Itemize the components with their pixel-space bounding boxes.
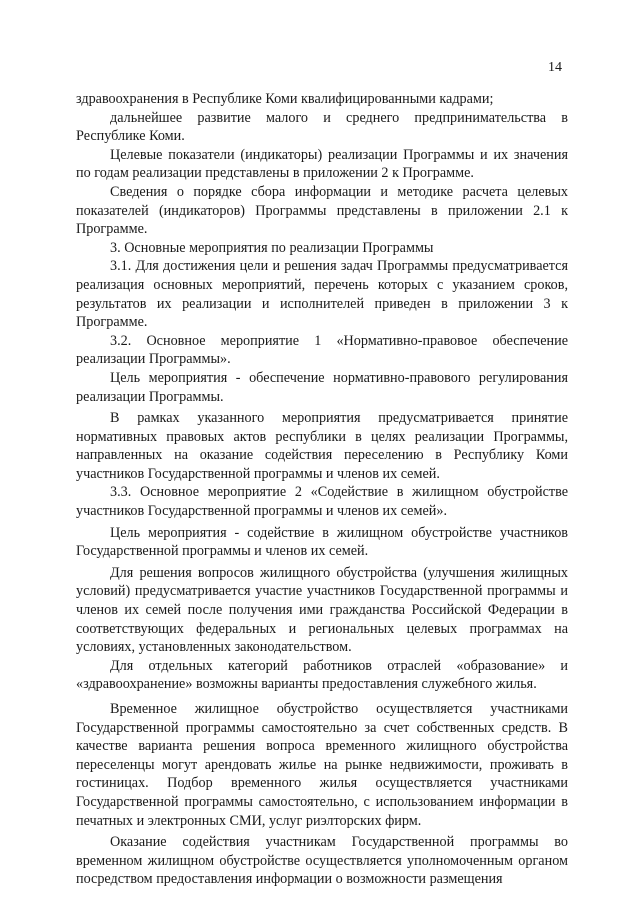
- section-heading: 3. Основные мероприятия по реализации Программы: [110, 239, 434, 256]
- paragraph: Для решения вопросов жилищного обустройства (улучшения жилищных условий) предусматривается участие участников Государственной программы и членов их семей после получения ими гражданства Российской Федерации в соответствующих федеральных и региональных целевых программах на условиях, установленных законодательством.: [76, 564, 568, 656]
- paragraph: Цель мероприятия - обеспечение нормативно-правового регулирования реализации Программы.: [76, 369, 568, 405]
- paragraph: Сведения о порядке сбора информации и методике расчета целевых показателей (индикаторов) Программы представлены в приложении 2.1 к Программе.: [76, 183, 568, 238]
- paragraph: 3.1. Для достижения цели и решения задач Программы предусматривается реализация основных мероприятий, перечень которых с указанием сроков, результатов их реализации и исполнителей приведен в приложении 3 к Программе.: [76, 258, 568, 331]
- paragraph: Оказание содействия участникам Государственной программы во временном жилищном обустройстве осуществляется уполномоченным органом посредством предоставления информации о возможности размещения: [76, 834, 568, 888]
- paragraph: Цель мероприятия - содействие в жилищном обустройстве участников Государственной программы и членов их семей.: [76, 524, 568, 560]
- paragraph: В рамках указанного мероприятия предусматривается принятие нормативных правовых актов республики в целях реализации Программы, направленных на оказание содействия переселению в Республику Коми участников Государственной программы и членов их семей.: [76, 410, 568, 482]
- page-number: 14: [548, 60, 562, 75]
- document-body: [76, 90, 568, 889]
- paragraph: 3.3. Основное мероприятие 2 «Содействие в жилищном обустройстве участников Государственной программы и членов их семей».: [76, 484, 568, 520]
- paragraph: Целевые показатели (индикаторы) реализации Программы и их значения по годам реализации представлены в приложении 2 к Программе.: [76, 146, 568, 182]
- paragraph: дальнейшее развитие малого и среднего предпринимательства в Республике Коми.: [76, 109, 568, 145]
- paragraph: 3.2. Основное мероприятие 1 «Нормативно-правовое обеспечение реализации Программы».: [76, 332, 568, 368]
- paragraph: Для отдельных категорий работников отраслей «образование» и «здравоохранение» возможны варианты предоставления служебного жилья.: [76, 657, 568, 693]
- paragraph: Временное жилищное обустройство осуществляется участниками Государственной программы самостоятельно за счет собственных средств. В качестве варианта решения вопроса временного жилищного обустройства переселенцы могут арендовать жилье на рынке недвижимости, проживать в гостиницах. Подбор временного жилья осуществляется участниками Государственной программы самостоятельно, с использованием информации в печатных и электронных СМИ, услуг риэлторских фирм.: [76, 701, 568, 829]
- paragraph-continuation: здравоохранения в Республике Коми квалифицированными кадрами;: [76, 91, 494, 107]
